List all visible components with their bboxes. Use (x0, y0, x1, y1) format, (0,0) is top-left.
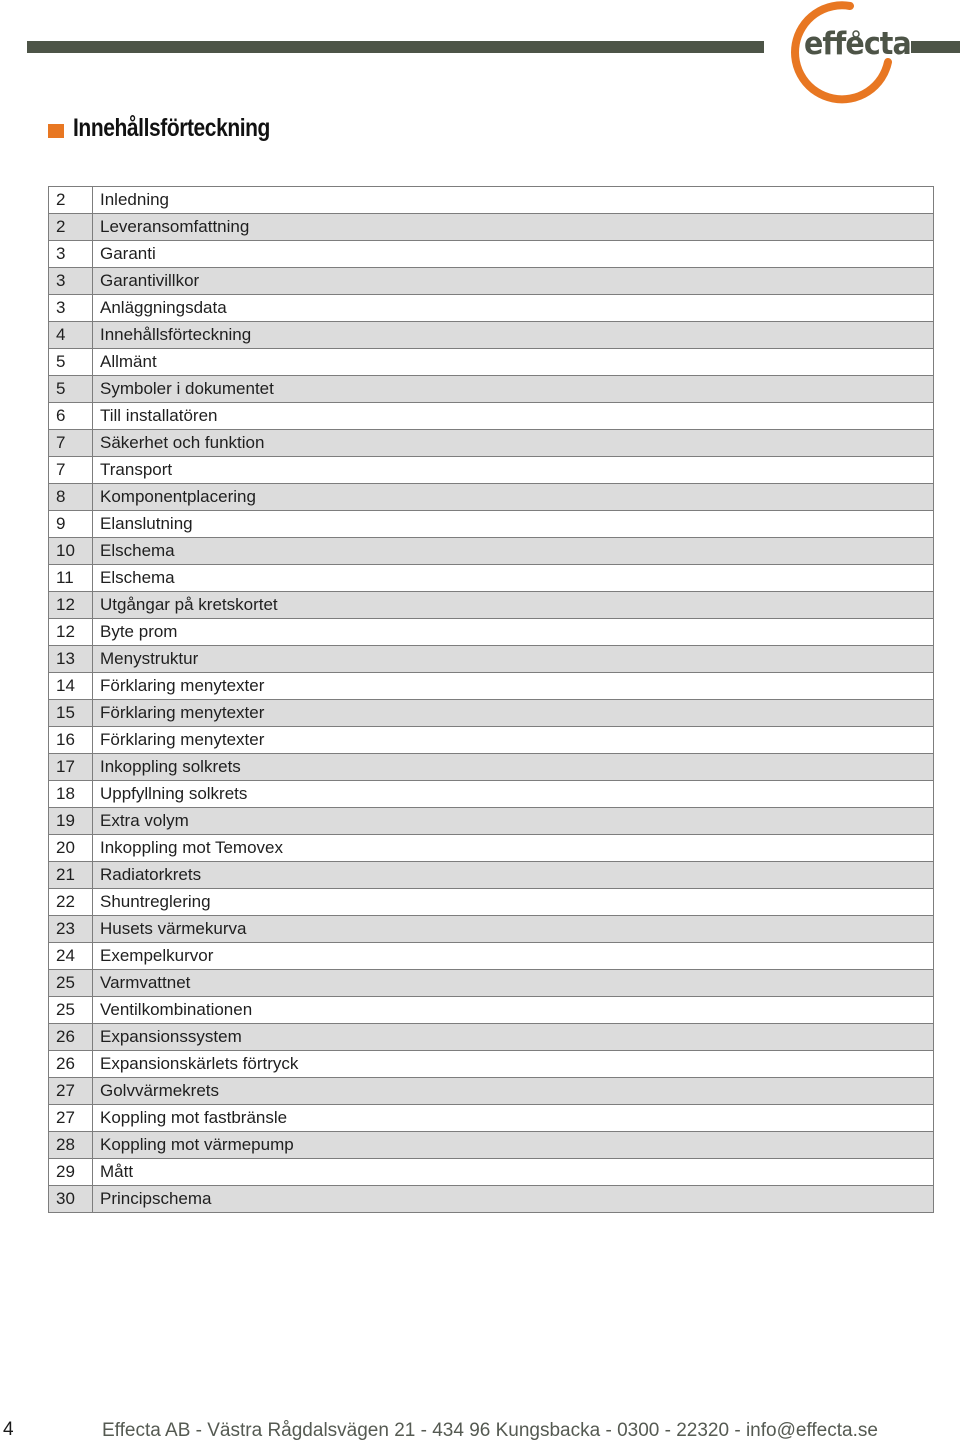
heading-square-icon (48, 124, 64, 138)
toc-row (49, 835, 934, 862)
toc-row (49, 187, 934, 214)
toc-page-number: 30 (49, 1186, 93, 1213)
toc-page-number: 12 (49, 619, 93, 646)
toc-page-number: 27 (49, 1105, 93, 1132)
toc-entry-title: Förklaring menytexter (93, 700, 934, 727)
toc-entry-title: Inledning (93, 187, 934, 214)
toc-row (49, 1159, 934, 1186)
toc-entry-title: Allmänt (93, 349, 934, 376)
toc-row (49, 781, 934, 808)
toc-entry-title: Elanslutning (93, 511, 934, 538)
toc-page-number: 11 (49, 565, 93, 592)
toc-entry-title: Förklaring menytexter (93, 673, 934, 700)
toc-page-number: 20 (49, 835, 93, 862)
toc-page-number: 3 (49, 241, 93, 268)
toc-entry-title: Transport (93, 457, 934, 484)
toc-page-number: 13 (49, 646, 93, 673)
footer-page-number: 4 (3, 1419, 14, 1440)
toc-page-number: 9 (49, 511, 93, 538)
toc-row (49, 376, 934, 403)
toc-entry-title: Elschema (93, 538, 934, 565)
toc-row (49, 916, 934, 943)
toc-entry-title: Förklaring menytexter (93, 727, 934, 754)
toc-row (49, 1105, 934, 1132)
toc-page-number: 5 (49, 349, 93, 376)
toc-row (49, 997, 934, 1024)
toc-page-number: 18 (49, 781, 93, 808)
toc-page-number: 25 (49, 970, 93, 997)
toc-page-number: 8 (49, 484, 93, 511)
toc-entry-title: Mått (93, 1159, 934, 1186)
toc-page-number: 2 (49, 187, 93, 214)
toc-page-number: 28 (49, 1132, 93, 1159)
toc-entry-title: Shuntreglering (93, 889, 934, 916)
toc-page-number: 7 (49, 457, 93, 484)
toc-row (49, 619, 934, 646)
toc-page-number: 14 (49, 673, 93, 700)
toc-page-number: 24 (49, 943, 93, 970)
toc-page-number: 26 (49, 1051, 93, 1078)
toc-row (49, 889, 934, 916)
header-bar (27, 41, 764, 53)
toc-page-number: 22 (49, 889, 93, 916)
toc-page-number: 27 (49, 1078, 93, 1105)
footer-address: Effecta AB - Västra Rågdalsvägen 21 - 434 96 Kungsbacka - 0300 - 22320 - info@effecta.se (102, 1420, 878, 1441)
toc-page-number: 4 (49, 322, 93, 349)
toc-page-number: 12 (49, 592, 93, 619)
toc-entry-title: Inkoppling mot Temovex (93, 835, 934, 862)
toc-row (49, 241, 934, 268)
toc-entry-title: Uppfyllning solkrets (93, 781, 934, 808)
toc-page-number: 3 (49, 268, 93, 295)
toc-entry-title: Extra volym (93, 808, 934, 835)
toc-row (49, 970, 934, 997)
toc-entry-title: Till installatören (93, 403, 934, 430)
toc-row (49, 727, 934, 754)
toc-entry-title: Exempelkurvor (93, 943, 934, 970)
toc-entry-title: Utgångar på kretskortet (93, 592, 934, 619)
toc-table (48, 186, 934, 1213)
toc-row (49, 808, 934, 835)
toc-row (49, 349, 934, 376)
toc-page-number: 2 (49, 214, 93, 241)
toc-page-number: 23 (49, 916, 93, 943)
toc-row (49, 1186, 934, 1213)
toc-entry-title: Principschema (93, 1186, 934, 1213)
toc-page-number: 21 (49, 862, 93, 889)
toc-page-number: 3 (49, 295, 93, 322)
toc-row (49, 295, 934, 322)
toc-row (49, 457, 934, 484)
toc-entry-title: Varmvattnet (93, 970, 934, 997)
toc-entry-title: Inkoppling solkrets (93, 754, 934, 781)
toc-row (49, 403, 934, 430)
toc-entry-title: Husets värmekurva (93, 916, 934, 943)
toc-row (49, 484, 934, 511)
toc-row (49, 673, 934, 700)
toc-row (49, 268, 934, 295)
toc-row (49, 322, 934, 349)
toc-entry-title: Ventilkombinationen (93, 997, 934, 1024)
toc-row (49, 511, 934, 538)
toc-entry-title: Symboler i dokumentet (93, 376, 934, 403)
toc-row (49, 754, 934, 781)
logo-text: effecta (804, 26, 911, 62)
toc-entry-title: Menystruktur (93, 646, 934, 673)
toc-entry-title: Komponentplacering (93, 484, 934, 511)
toc-entry-title: Byte prom (93, 619, 934, 646)
toc-entry-title: Expansionssystem (93, 1024, 934, 1051)
toc-entry-title: Anläggningsdata (93, 295, 934, 322)
toc-page-number: 19 (49, 808, 93, 835)
toc-entry-title: Säkerhet och funktion (93, 430, 934, 457)
toc-page-number: 26 (49, 1024, 93, 1051)
toc-entry-title: Koppling mot värmepump (93, 1132, 934, 1159)
toc-entry-title: Garantivillkor (93, 268, 934, 295)
toc-row (49, 1132, 934, 1159)
toc-entry-title: Koppling mot fastbränsle (93, 1105, 934, 1132)
toc-row (49, 1051, 934, 1078)
toc-page-number: 10 (49, 538, 93, 565)
toc-entry-title: Expansionskärlets förtryck (93, 1051, 934, 1078)
toc-page-number: 25 (49, 997, 93, 1024)
toc-page-number: 16 (49, 727, 93, 754)
toc-entry-title: Leveransomfattning (93, 214, 934, 241)
toc-row (49, 646, 934, 673)
toc-row (49, 862, 934, 889)
toc-page-number: 5 (49, 376, 93, 403)
toc-entry-title: Garanti (93, 241, 934, 268)
toc-row (49, 1024, 934, 1051)
toc-row (49, 565, 934, 592)
toc-page-number: 6 (49, 403, 93, 430)
toc-row (49, 592, 934, 619)
toc-page-number: 7 (49, 430, 93, 457)
toc-row (49, 1078, 934, 1105)
toc-row (49, 214, 934, 241)
toc-page-number: 29 (49, 1159, 93, 1186)
toc-page-number: 15 (49, 700, 93, 727)
toc-row (49, 700, 934, 727)
toc-entry-title: Radiatorkrets (93, 862, 934, 889)
toc-row (49, 430, 934, 457)
toc-page-number: 17 (49, 754, 93, 781)
header-bar-right (911, 41, 960, 53)
toc-entry-title: Golvvärmekrets (93, 1078, 934, 1105)
toc-entry-title: Elschema (93, 565, 934, 592)
toc-row (49, 538, 934, 565)
toc-entry-title: Innehållsförteckning (93, 322, 934, 349)
toc-row (49, 943, 934, 970)
page-title: Innehållsförteckning (73, 114, 270, 142)
